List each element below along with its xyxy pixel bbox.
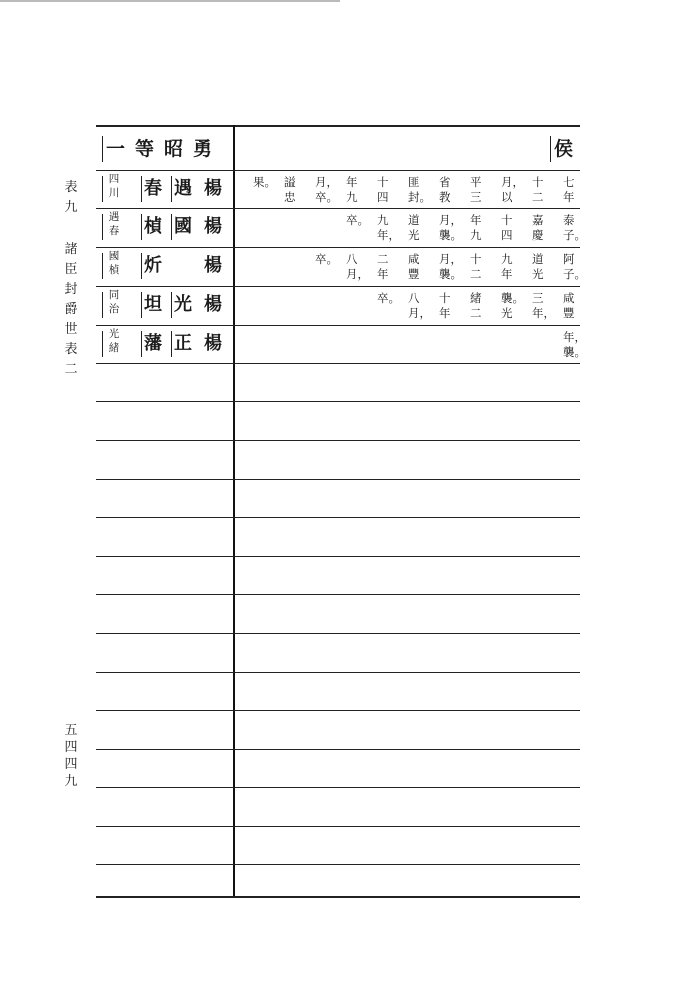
- name-char: 楊: [204, 333, 222, 354]
- table-bottom-rule: [96, 896, 580, 898]
- name-char: 楊: [204, 178, 222, 199]
- detail-column: 月， 以: [501, 175, 524, 204]
- name-char: 炘: [144, 255, 162, 276]
- row-rule: [96, 247, 580, 248]
- proper-name-mark: [102, 331, 103, 357]
- row-rule: [96, 479, 580, 480]
- table-number: 表 九: [64, 180, 78, 215]
- detail-column: 襲。 光: [501, 291, 524, 320]
- detail-column: 八 月，: [408, 291, 431, 320]
- name-cell: [100, 210, 232, 246]
- name-char: 楊: [204, 255, 222, 276]
- detail-column: 二 年: [377, 252, 389, 281]
- detail-column: 果。: [253, 175, 276, 189]
- origin-note: 遇 春: [108, 211, 120, 237]
- detail-column: 十 二: [532, 175, 544, 204]
- detail-column: 月， 襲。: [439, 252, 462, 281]
- name-char: 光: [174, 294, 192, 315]
- detail-column: 平 三: [470, 175, 482, 204]
- name-char: 遇: [174, 178, 192, 199]
- detail-column: 謚 忠: [284, 175, 296, 204]
- origin-note: 四 川: [108, 173, 120, 199]
- margin-title: [58, 178, 84, 380]
- row-rule: [96, 440, 580, 441]
- detail-column: 七 年: [563, 175, 575, 204]
- row-rule: [96, 633, 580, 634]
- proper-name-mark: [141, 214, 142, 240]
- table-top-rule: [96, 125, 580, 127]
- row-rule: [96, 286, 580, 287]
- row-rule: [96, 556, 580, 557]
- page-number: 五 四 四 九: [64, 723, 78, 789]
- name-char: 春: [144, 178, 162, 199]
- name-char: 楨: [144, 216, 162, 237]
- detail-column: 十 二: [470, 252, 482, 281]
- detail-column: 嘉 慶: [532, 213, 544, 242]
- name-char: 正: [174, 333, 192, 354]
- detail-column: 道 光: [532, 252, 544, 281]
- detail-column: 省 教: [439, 175, 451, 204]
- detail-column: 年， 襲。: [563, 330, 586, 359]
- name-char: 國: [174, 216, 192, 237]
- detail-column: 阿 子。: [563, 252, 586, 281]
- detail-column: 卒。: [346, 213, 369, 227]
- proper-name-mark: [171, 214, 172, 240]
- proper-name-mark: [141, 253, 142, 279]
- row-rule: [96, 325, 580, 326]
- table-title: 諸 臣 封 爵 世 表 二: [64, 242, 78, 377]
- detail-column: 年 九: [346, 175, 358, 204]
- detail-column: 十 四: [501, 213, 513, 242]
- row-rule: [96, 672, 580, 673]
- row-rule: [96, 208, 580, 209]
- detail-column: 卒。: [377, 291, 400, 305]
- proper-name-mark: [171, 292, 172, 318]
- row-rule: [96, 710, 580, 711]
- rank-label: 一等昭勇: [106, 138, 223, 160]
- detail-column: 九 年，: [377, 213, 400, 242]
- detail-column: 月， 襲。: [439, 213, 462, 242]
- top-edge-rule: [0, 0, 340, 2]
- proper-name-mark: [102, 214, 103, 240]
- row-rule: [96, 170, 580, 171]
- row-rule: [96, 594, 580, 595]
- detail-column: 十 四: [377, 175, 389, 204]
- detail-column: 道 光: [408, 213, 420, 242]
- origin-note: 光 緒: [108, 328, 120, 354]
- title-label: 侯: [554, 138, 574, 160]
- name-cell: [100, 172, 232, 208]
- origin-note: 國 楨: [108, 250, 120, 276]
- proper-name-mark: [102, 292, 103, 318]
- proper-name-mark: [102, 176, 103, 202]
- proper-name-mark: [141, 292, 142, 318]
- proper-name-mark: [141, 331, 142, 357]
- proper-name-mark: [102, 253, 103, 279]
- detail-column: 三 年，: [532, 291, 555, 320]
- detail-column: 匪 封。: [408, 175, 431, 204]
- name-char: 楊: [204, 294, 222, 315]
- detail-column: 月， 卒。: [315, 175, 338, 204]
- row-rule: [96, 363, 580, 364]
- detail-column: 咸 豐: [408, 252, 420, 281]
- row-rule: [96, 517, 580, 518]
- name-char: 藩: [144, 333, 162, 354]
- title-mark: [550, 136, 551, 162]
- name-char: 坦: [144, 294, 162, 315]
- detail-column: 年 九: [470, 213, 482, 242]
- proper-name-mark: [141, 176, 142, 202]
- column-divider: [233, 125, 235, 897]
- detail-column: 泰 子。: [563, 213, 586, 242]
- detail-column: 咸 豐: [563, 291, 575, 320]
- row-rule: [96, 749, 580, 750]
- name-cell: [100, 327, 232, 363]
- detail-column: 緒 二: [470, 291, 482, 320]
- origin-note: 同 治: [108, 289, 120, 315]
- detail-column: 九 年: [501, 252, 513, 281]
- row-rule: [96, 401, 580, 402]
- proper-name-mark: [171, 331, 172, 357]
- detail-column: 十 年: [439, 291, 451, 320]
- row-rule: [96, 787, 580, 788]
- row-rule: [96, 826, 580, 827]
- name-cell: [100, 288, 232, 324]
- rank-mark: [102, 136, 103, 162]
- proper-name-mark: [171, 176, 172, 202]
- detail-column: 八 月，: [346, 252, 369, 281]
- detail-column: 卒。: [315, 252, 338, 266]
- row-rule: [96, 864, 580, 865]
- name-char: 楊: [204, 216, 222, 237]
- name-cell: [100, 249, 232, 285]
